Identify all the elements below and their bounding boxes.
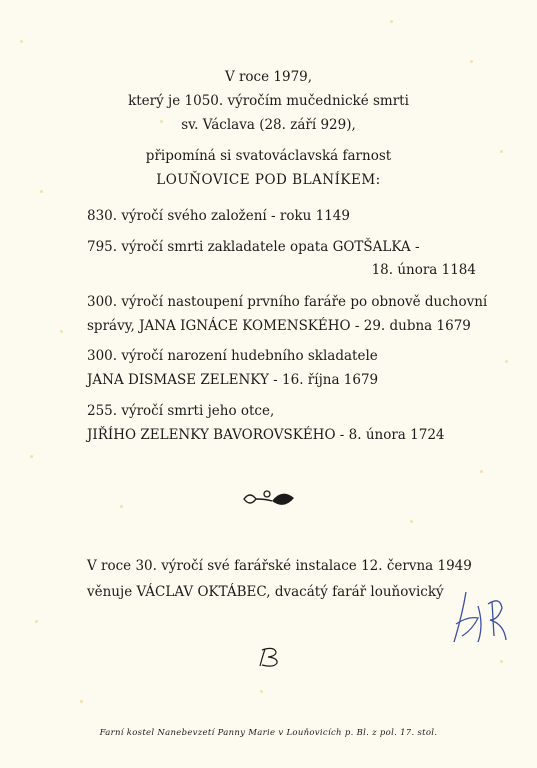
anniversary-4: 300. výročí narození hudebního skladatele	[87, 348, 378, 364]
anniversary-2: 795. výročí smrti zakladatele opata GOTŠALKA -	[87, 239, 420, 255]
anniversary-3-cont: správy, JANA IGNÁCE KOMENSKÉHO - 29. dubna 1679	[87, 318, 471, 334]
leaf-ornament-icon	[240, 486, 300, 512]
header-line-4: připomíná si svatováclavská farnost	[145, 148, 392, 164]
handwritten-signature	[448, 586, 518, 648]
dedication-line-2: věnuje VÁCLAV OKTÁBEC, dvacátý farář louňovický	[87, 584, 444, 600]
header-line-5: LOUŇOVICE POD BLANÍKEM:	[156, 172, 381, 188]
anniversary-1: 830. výročí svého založení - roku 1149	[87, 208, 350, 224]
anniversary-5-cont: JIŘÍHO ZELENKY BAVOROVSKÉHO - 8. února 1724	[87, 427, 445, 443]
header-line-1: V roce 1979,	[224, 69, 313, 85]
dedication-line-1: V roce 30. výročí své farářské instalace 12. června 1949	[87, 558, 472, 574]
header-line-3: sv. Václava (28. září 929),	[181, 117, 356, 133]
anniversary-2-date: 18. února 1184	[371, 262, 476, 278]
footer-caption: Farní kostel Nanebevzetí Panny Marie v Louňovicích p. Bl. z pol. 17. stol.	[99, 728, 438, 738]
anniversary-4-cont: JANA DISMASE ZELENKY - 16. října 1679	[87, 372, 379, 388]
anniversary-5: 255. výročí smrti jeho otce,	[87, 403, 275, 419]
anniversary-3: 300. výročí nastoupení prvního faráře po obnově duchovní	[87, 294, 488, 310]
monogram-icon	[256, 646, 284, 668]
header-line-2: který je 1050. výročím mučednické smrti	[128, 93, 409, 109]
